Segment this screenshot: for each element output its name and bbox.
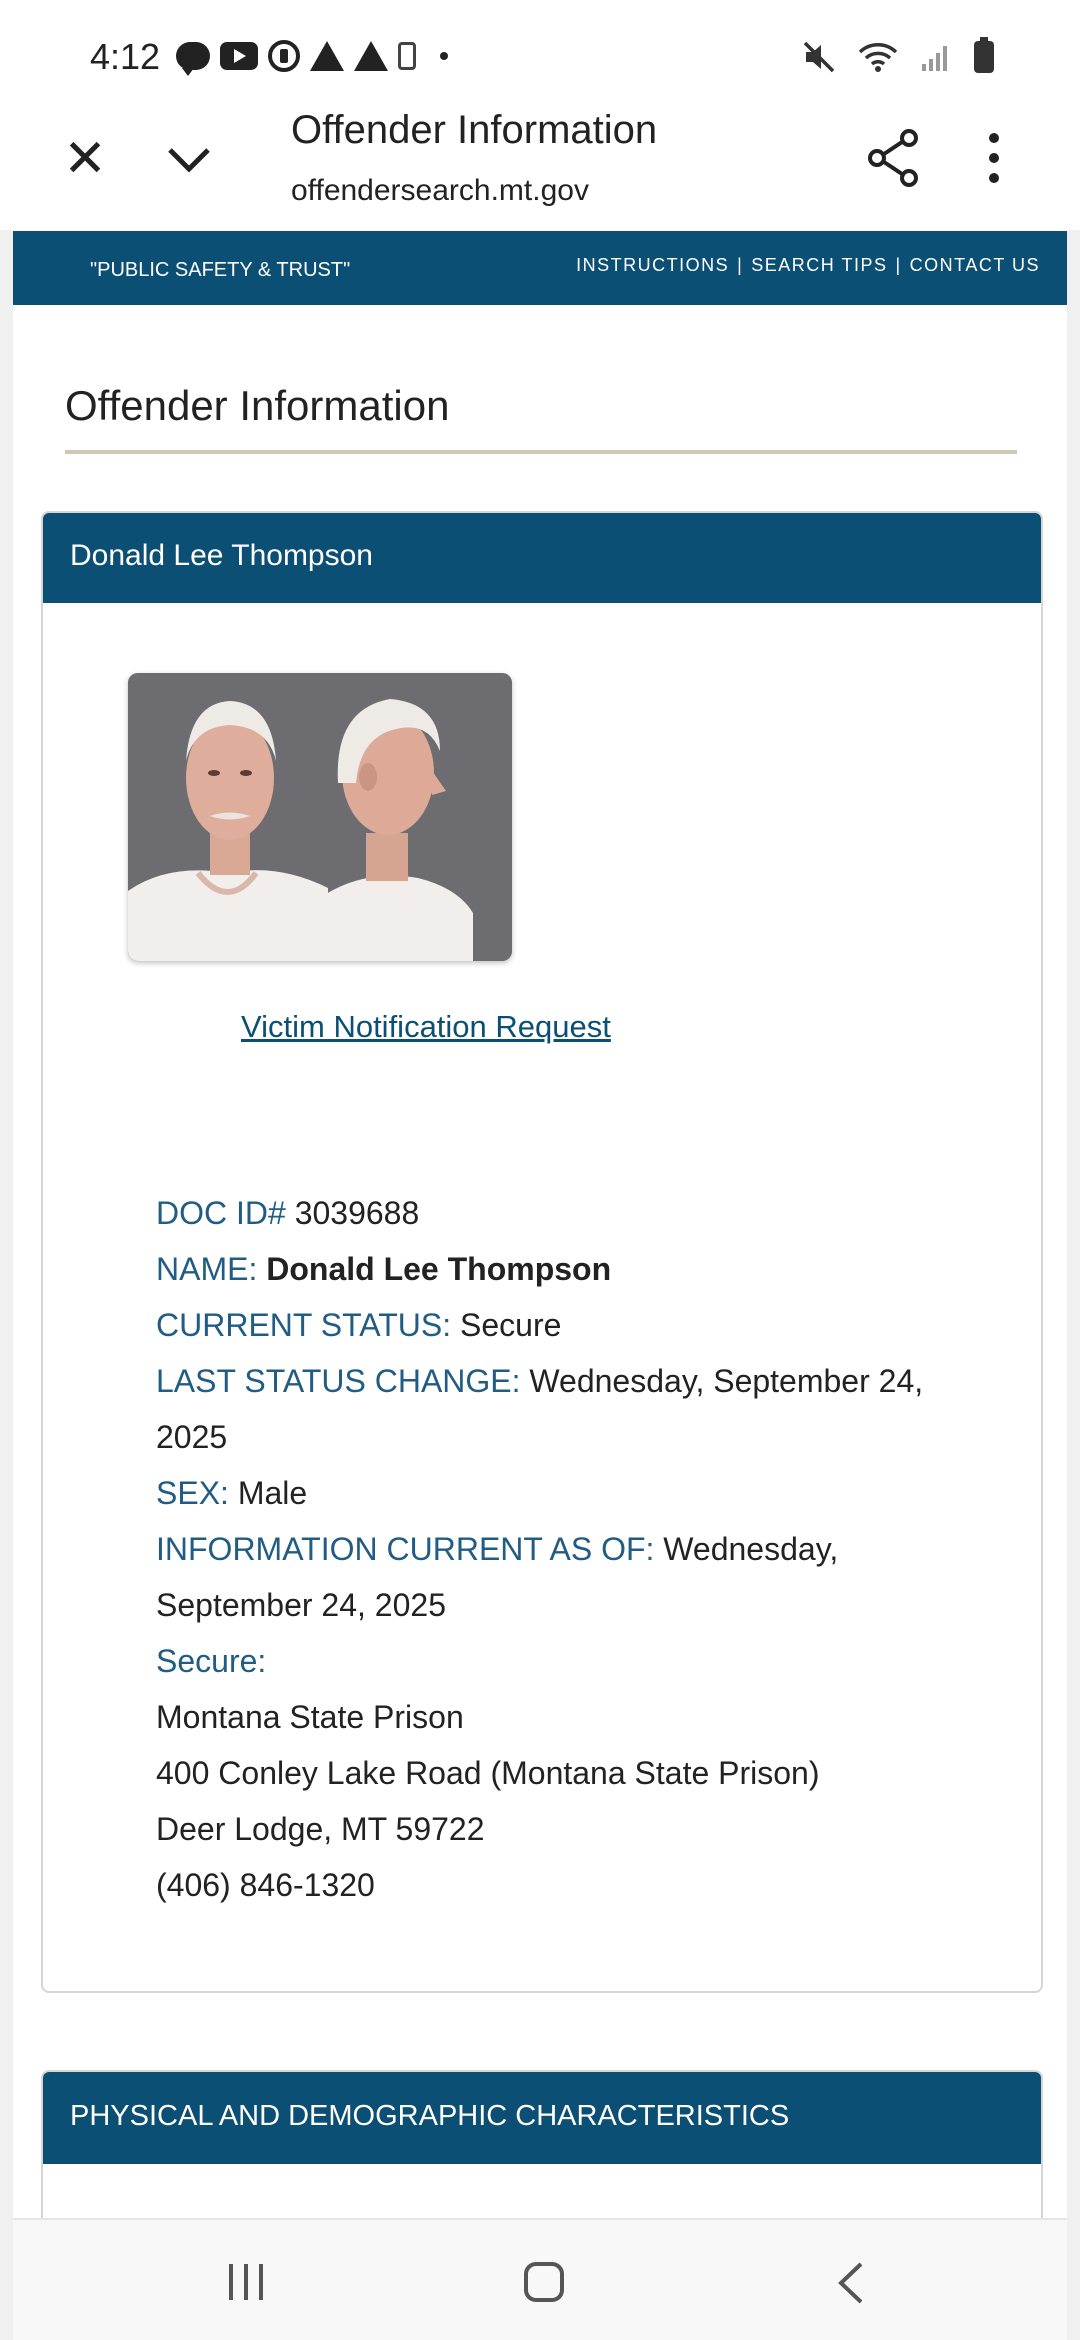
site-nav xyxy=(576,255,1040,276)
page-edge-left xyxy=(0,230,13,2340)
doc-id-row xyxy=(156,1185,996,1241)
system-icons xyxy=(802,40,994,74)
share-icon[interactable] xyxy=(866,128,922,188)
status-label: CURRENT STATUS: xyxy=(156,1307,452,1343)
sex-row xyxy=(156,1465,996,1521)
more-options-icon[interactable] xyxy=(982,130,1006,186)
recent-apps-icon[interactable] xyxy=(229,2264,263,2300)
info-current-value: Wednesday, September 24, 2025 xyxy=(156,1531,839,1623)
warning-icon xyxy=(310,41,344,71)
facility-address-line2: Deer Lodge, MT 59722 xyxy=(156,1811,485,1847)
offender-card xyxy=(41,511,1043,1993)
doc-id-value: 3039688 xyxy=(294,1195,420,1231)
close-icon[interactable]: ✕ xyxy=(63,130,107,188)
facility-address-line1: 400 Conley Lake Road (Montana State Prison) xyxy=(156,1755,820,1791)
nav-contact-us-link[interactable]: CONTACT US xyxy=(909,255,1040,275)
back-icon[interactable] xyxy=(829,2260,873,2306)
ring-icon xyxy=(268,40,300,72)
nav-separator: | xyxy=(895,255,902,275)
location-label: Secure: xyxy=(156,1643,267,1679)
nav-separator: | xyxy=(737,255,744,275)
facility-name: Montana State Prison xyxy=(156,1699,464,1735)
phone-icon xyxy=(398,42,416,70)
status-row xyxy=(156,1297,996,1353)
heading-divider xyxy=(65,450,1017,454)
chat-bubble-icon xyxy=(176,42,210,70)
last-status-change-row xyxy=(156,1353,996,1465)
last-status-change-label: LAST STATUS CHANGE: xyxy=(156,1363,521,1399)
characteristics-card-header[interactable]: PHYSICAL AND DEMOGRAPHIC CHARACTERISTICS xyxy=(43,2072,1041,2164)
nav-instructions-link[interactable]: INSTRUCTIONS xyxy=(576,255,730,275)
mute-icon xyxy=(802,40,836,74)
page-edge-right xyxy=(1067,230,1080,2340)
signal-icon xyxy=(920,42,952,72)
page-title: Offender Information xyxy=(291,108,658,152)
home-icon[interactable] xyxy=(524,2262,564,2302)
browser-toolbar xyxy=(0,100,1080,230)
wifi-icon xyxy=(858,41,898,73)
battery-icon xyxy=(974,41,994,73)
last-status-change-value: Wednesday, September 24, 2025 xyxy=(156,1363,924,1455)
name-value: Donald Lee Thompson xyxy=(266,1251,612,1287)
mugshot-image xyxy=(128,673,512,961)
status-value: Secure xyxy=(460,1307,562,1343)
status-time: 4:12 xyxy=(90,36,161,77)
notification-icons xyxy=(176,40,448,72)
warning-icon xyxy=(354,41,388,71)
name-row xyxy=(156,1241,996,1297)
page-heading: Offender Information xyxy=(65,382,450,429)
info-current-row xyxy=(156,1521,996,1633)
info-current-label: INFORMATION CURRENT AS OF: xyxy=(156,1531,655,1567)
doc-id-label: DOC ID# xyxy=(156,1195,286,1231)
dot-icon xyxy=(440,52,448,60)
youtube-icon xyxy=(220,42,258,70)
nav-search-tips-link[interactable]: SEARCH TIPS xyxy=(751,255,888,275)
system-nav-bar xyxy=(13,2218,1067,2340)
facility-phone[interactable]: (406) 846-1320 xyxy=(156,1867,375,1903)
site-motto: "PUBLIC SAFETY & TRUST" xyxy=(90,259,351,281)
offender-details xyxy=(156,1185,996,1913)
offender-photo[interactable] xyxy=(128,673,512,961)
name-label: NAME: xyxy=(156,1251,258,1287)
page-url[interactable]: offendersearch.mt.gov xyxy=(291,174,589,207)
chevron-down-icon[interactable] xyxy=(166,136,212,182)
site-header xyxy=(13,231,1067,305)
sex-value: Male xyxy=(237,1475,308,1511)
victim-notification-link[interactable]: Victim Notification Request xyxy=(241,1009,611,1044)
offender-card-header: Donald Lee Thompson xyxy=(43,513,1041,603)
sex-label: SEX: xyxy=(156,1475,229,1511)
